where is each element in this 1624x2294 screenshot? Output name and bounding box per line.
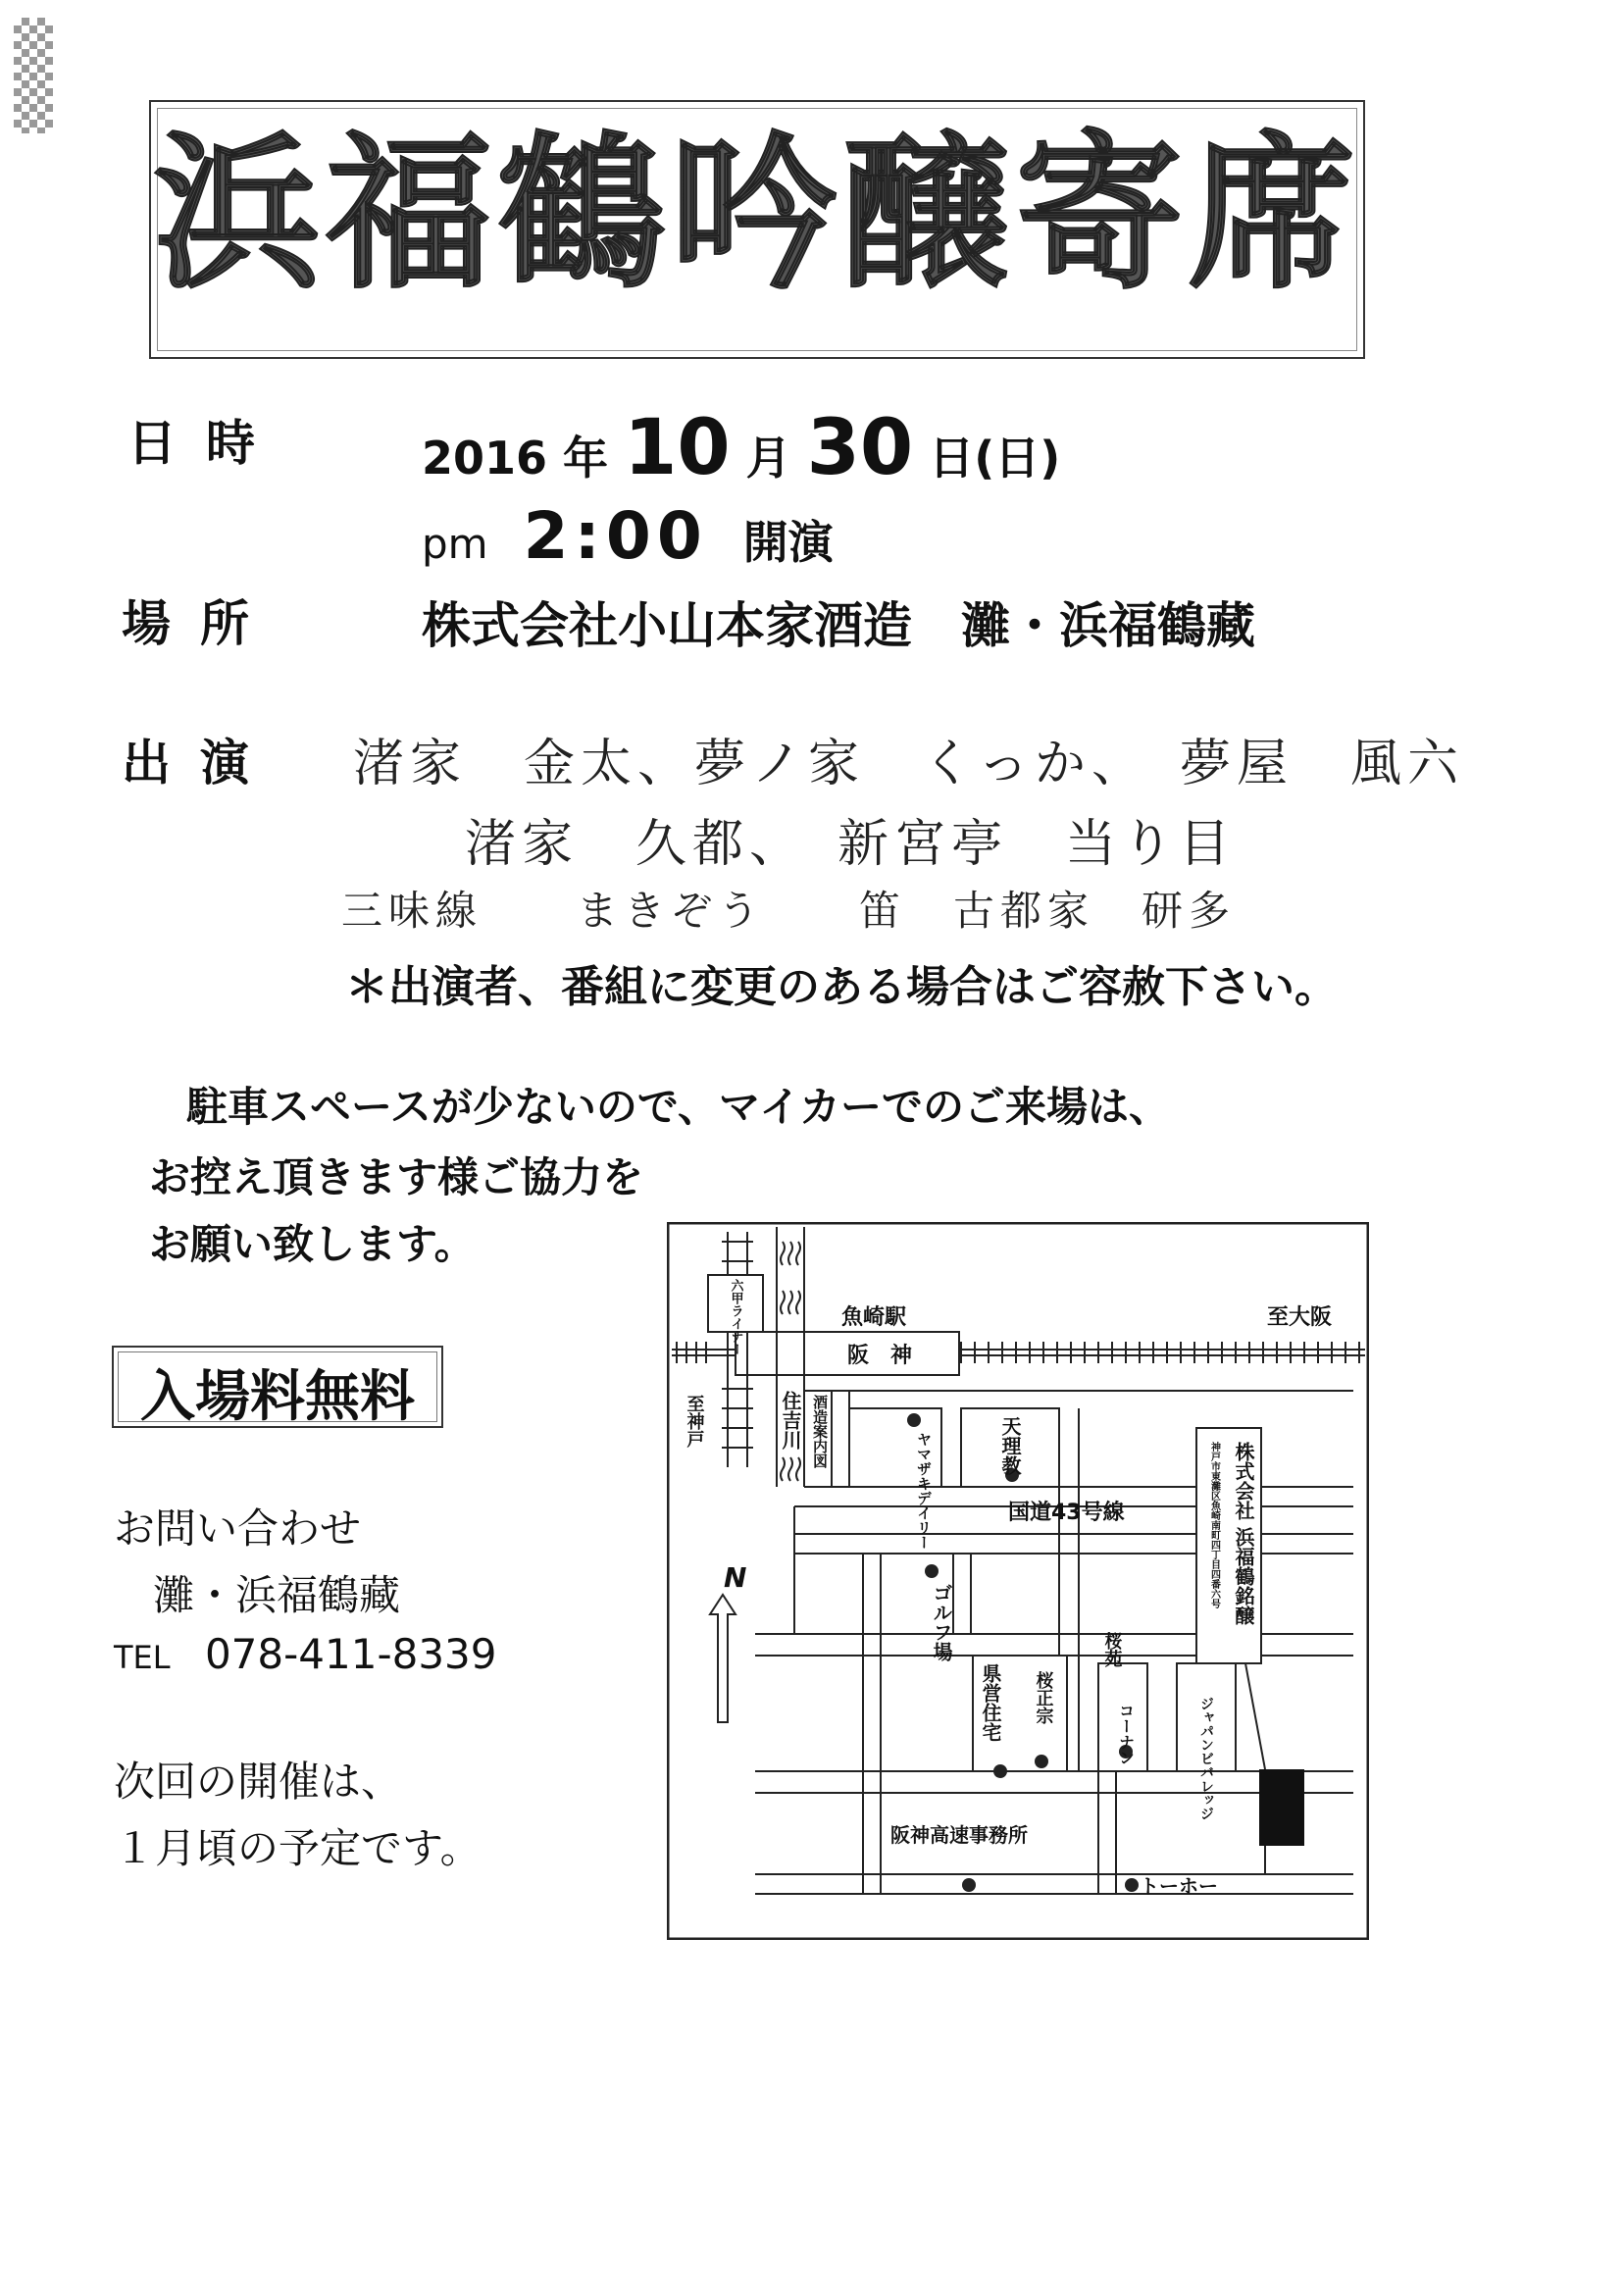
parking-line1: 駐車スペースが少ないので、マイカーでのご来場は、 xyxy=(186,1083,1170,1131)
parking-line3: お願い致します。 xyxy=(149,1220,476,1268)
next-line1: 次回の開催は、 xyxy=(114,1758,403,1806)
date-label: 日時 xyxy=(127,415,284,472)
contact-heading: お問い合わせ xyxy=(114,1504,362,1553)
performers-line3: 三味線 まきぞう 笛 古都家 研多 xyxy=(341,887,1237,935)
north-label: N xyxy=(724,1561,747,1594)
map-railway: 阪 神 xyxy=(847,1344,913,1368)
map-route43: 国道43号線 xyxy=(1008,1501,1125,1525)
time-prefix: pm xyxy=(422,520,488,568)
date-month: 10 xyxy=(624,404,731,492)
date-day-unit: 日(日) xyxy=(929,432,1061,484)
map-station: 魚崎駅 xyxy=(841,1305,907,1330)
time-value xyxy=(422,498,834,574)
contact-tel xyxy=(114,1630,496,1678)
date-year: 2016 xyxy=(422,432,548,484)
tel-number: 078-411-8339 xyxy=(204,1630,497,1678)
map-japan: ジャパンビバレッジ xyxy=(1198,1697,1214,1820)
performers-line1: 渚家 金太、夢ノ家 くっか、 夢屋 風六 xyxy=(353,735,1464,793)
performers-line2: 渚家 久都、 新宮亭 当り目 xyxy=(465,815,1237,874)
parking-line2: お控え頂きます様ご協力を xyxy=(149,1153,644,1201)
map-guide-sign: 酒造案内図 xyxy=(811,1395,829,1468)
performers-label: 出演 xyxy=(122,735,279,791)
admission-text: 入場料無料 xyxy=(140,1364,415,1429)
map-sakuraen: 桜苑 xyxy=(1101,1632,1123,1667)
next-line2: １月頃の予定です。 xyxy=(114,1824,482,1872)
time: 2:00 xyxy=(523,498,708,574)
map-yamazaki: ヤマザキデイリー xyxy=(915,1432,933,1550)
map-sakuramasamune: 桜正宗 xyxy=(1033,1671,1054,1724)
map-toho: トーホー xyxy=(1140,1874,1218,1898)
map-to-kobe: 至神戸 xyxy=(684,1395,705,1448)
map-company: 株式会社 浜福鶴銘醸 xyxy=(1232,1442,1255,1625)
tel-label: TEL xyxy=(114,1639,171,1676)
scan-mark xyxy=(14,18,53,133)
map-tenrikyo: 天理教 xyxy=(998,1416,1022,1475)
date-year-unit: 年 xyxy=(563,432,609,484)
page-title: 浜福鶴吟醸寄席 xyxy=(152,116,1361,312)
map-to-osaka: 至大阪 xyxy=(1267,1305,1333,1330)
map-svg xyxy=(667,1222,1369,1940)
date-month-unit: 月 xyxy=(745,432,791,484)
company-building xyxy=(1259,1769,1304,1846)
map-golf: ゴルフ場 xyxy=(930,1583,953,1661)
date-value xyxy=(422,404,1060,492)
venue-text: 株式会社小山本家酒造 灘・浜福鶴藏 xyxy=(422,597,1255,654)
map-rokko-liner: 六甲ライナー xyxy=(728,1279,743,1355)
map-expressway: 阪神高速事務所 xyxy=(890,1823,1028,1847)
map-river: 住吉川 xyxy=(779,1391,802,1450)
access-map xyxy=(667,1222,1369,1940)
performers-note: ＊出演者、番組に変更のある場合はご容赦下さい。 xyxy=(345,962,1338,1012)
venue-label: 場所 xyxy=(122,595,279,652)
date-day: 30 xyxy=(806,404,914,492)
time-suffix: 開演 xyxy=(742,516,834,569)
contact-name: 灘・浜福鶴藏 xyxy=(153,1571,401,1619)
map-company-address: 神戸市東灘区魚崎南町四丁目四番六号 xyxy=(1208,1442,1220,1608)
map-konan: コーナン xyxy=(1116,1703,1136,1765)
map-housing: 県営住宅 xyxy=(979,1663,1002,1742)
